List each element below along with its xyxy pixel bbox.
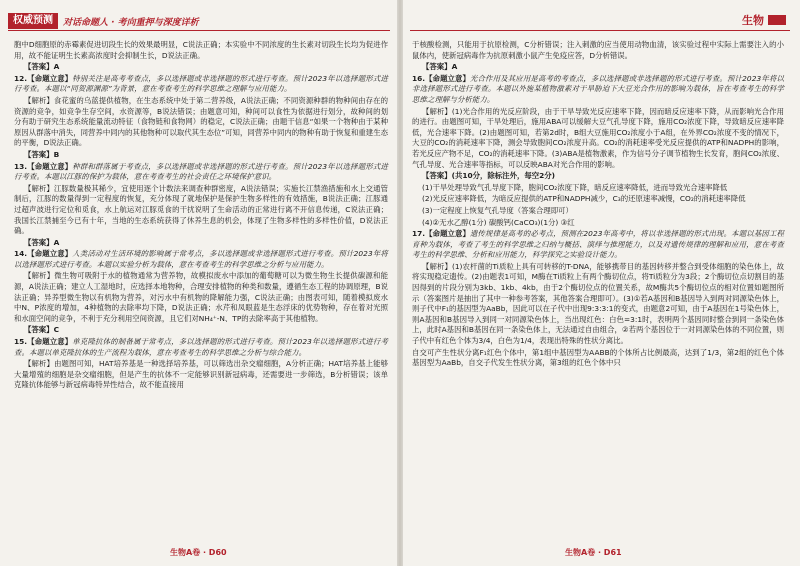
q13-label: 13.【命题立意】 [14, 161, 73, 171]
q13-explain: 【解析】江豚数量极其稀少，宜使用逐个计数法来调查种群密度，A说法错误；实施长江禁渔措施和水上交通管制后，江豚的数量得到一定程度的恢复，充分体现了就地保护是保护生物多样性的有效措施，B说法正确；江豚通过超声波进行定位和觅食，水上航运对江豚觅食的干扰说明了生命活动的正常进行离不开信息传递，C说法正确；我国长江禁捕至今已有十年，当地的生态系统获得了休养生息的机会，体现了生物多样性的多样性价值，D说法正确。 [14, 183, 388, 236]
paragraph: 胞中D细胞原的赤霉素促进切段生长的效果最明显，C说法正确；本实验中不同浓度的生长素对切段生长均为促进作用，故不能证明生长素高浓度时会抑制生长，D说法正确。 [14, 40, 388, 60]
question-13 [14, 162, 388, 183]
question-12 [14, 74, 388, 95]
q17-intent: 遗传规律是高考的必考点，预测在2023年高考中，将以非选择题的形式出现。本题以基因工程育种为载体，考查了考生的科学思维之归纳与概括、演绎与推理能力，以及对遗传规律的理解和应用，意在考查考生的科学思维、分析和应用能力，科学探究之实验设计能力。 [412, 229, 784, 260]
paragraph: 于核酸检测，只能用于抗原检测，C分析错误；注入刺激的应当使用动物血清，该实验过程中实际上需要注入的小鼠体内，使新冠病毒作为抗原刺激小鼠产生免疫应答，D分析错误。 [412, 40, 784, 60]
q15-label: 15.【命题立意】 [14, 337, 73, 347]
answer-11: 【答案】A [24, 62, 60, 72]
brand-subtitle: 对话命题人 · 考向重押与深度详析 [63, 17, 199, 28]
answer-16-1: (1)干旱处理导致气孔导度下降，胞间CO₂浓度下降，暗反应速率降低，进而导致光合速率降低 [422, 182, 728, 192]
answer-13: 【答案】A [24, 237, 60, 247]
q14-explain: 【解析】微生物可吸附于水的植物通常为营养物，故模拟废水中添加的葡萄糖可以为微生物生长提供碳源和能源，A说法正确；建立人工湿地时，应选择本地物种，合理安排植物的种类和数量，遵循生态工程的协调原理，B说法正确；异养型微生物以有机物为营养，对污水中有机物的降解能力强，C说法正确；由图表可知，随着模拟废水中N、P浓度的增加，4种植物的去除率均下降，D说法正确；水芹和凤眼蓝是生态浮床的优势物种，存在着对光照和水面空间的竞争，不利于充分利用空间资源，且它们对NH₄⁺-N、TP的去除率高于其他植物。 [14, 271, 388, 323]
subject-bar-decoration [768, 15, 786, 25]
right-page-footer: 生物A卷 · D61 [565, 548, 622, 557]
q12-explain: 【解析】食花蜜的乌蓝提供植物，在生态系统中处于第二营养级，A说法正确；不同资源种群的物种间由存在的资源的竞争，如竞争生存空间，水资源等，B说法错误；由题意可知，种间可以食性为依据进行划分，故种间的划分有助于研究生态系统能量流动特征（食物链和食物网）的稳定，C说法正确；由题干信息“如果一个物种由于某种原因从群落中消失，同营养中同内的其他物种可以取代其生态位”可知，同营养中同内的物种有助于恢复和重建生态的平衡，D说法正确。 [14, 95, 388, 148]
q17-explain-cont: 自交可产生性状分离F₁红色个体中，第1组中基因型为AABB的个体所占比例最高，达到了1/3，第2组的红色个体基因型为AaBb，自交子代发生性状分离，第3组的红色个体中只 [412, 347, 784, 368]
left-header [8, 12, 199, 30]
answer-16-2: (2)光反应速率降低，为暗反应提供的ATP和NADPH减少，C₃的还原速率减慢，CO₂的消耗速率降低 [422, 194, 746, 204]
q14-label: 14.【命题立意】 [14, 249, 73, 259]
q12-intent: 特别关注是高考考查点，多以选择题或非选择题的形式进行考查。预计2023年以选择题形式进行考查。本题以“同贺源渊源”为背景，意在考查考生的科学思维之理解与应用能力。 [14, 73, 388, 94]
answer-16-heading: 【答案】(共10分，除标注外，每空2分) [422, 171, 556, 181]
question-17 [412, 229, 784, 261]
q17-explain: 【解析】(1)农杆菌的Ti质粒上具有可转移的T-DNA，能够携带目的基因转移并整合到受体细胞的染色体上，故将实现稳定遗传。(2)由题表1可知，M酶在Ti质粒上有两个酶切位点，将Ti质粒分为3段；2个酶切位点切割目的基因得到的片段分别为3kb、1kb、4kb，由于2个酶切位点的位置关系，故M酶共5个酶切位点的相对位置如题图所示（答案图片是抽出了其中一种参考答案，其他答案合理即可）。(3)①若A基因和B基因导入到两对同源染色体上，则子代中F₁的基因型为AaBb，因此可以在子代中出现9:3:3:1的变式，由题意2可知，由于A基因在1号染色体上，则A基因和B基因导入到同一对同源染色体上，当出现红色：白色=3:1时，表明两个基因同时整合到同一条染色体上，此时A基因和B基因在同一条染色体上，无法通过自由组合，②若两个基因位于一对同源染色体的不同位置，则子代中有红色个体为3/4，白色为1/4，表现出特殊的性状分离比。 [412, 261, 784, 346]
q12-label: 12.【命题立意】 [14, 73, 73, 83]
left-page-footer: 生物A卷 · D60 [170, 548, 227, 557]
header-rule [410, 30, 790, 31]
q15-intent: 单克隆抗体的制备属于常考点，多以选择题的形式进行考查。预计2023年以选择题形式进行考查。本题以单克隆抗体的生产流程为载体，意在考查考生的科学思维之分析与综合能力。 [14, 337, 388, 357]
brand-label: 权威预测 [8, 13, 58, 29]
answer-15: 【答案】A [422, 62, 458, 72]
subject-label: 生物 [742, 14, 764, 27]
q15-explain: 【解析】由题图可知，HAT培养基是一种选择培养基，可以筛选出杂交瘤细胞，A分析正确；HAT培养基上能够大量增殖的细胞是杂交瘤细胞，但是产生的抗体不一定能够识别新冠病毒，还需要进一步筛选，B分析错误；该单克隆抗体能够与新冠病毒特异性结合，故不能直接用 [14, 359, 388, 390]
q16-intent: 光合作用及其应用是高考的考查点，多以选择题或非选择题的形式进行考查。预计2023年将以非选择题形式进行考查。本题以外施某植物激素对干旱胁迫下大豆光合作用的影响为载体，旨在考查考生的科学思维之理解与分析能力。 [412, 73, 784, 104]
q16-explain: 【解析】(1)光合作用的光反应阶段，由于干旱导致光反应速率下降，因而暗反应速率下降，从而影响光合作用的进行。由题图可知，干旱处理后，施用ABA可以缓解大豆气孔导度下降，施用CO₂浓度下降，导致暗反应速率降低，光合速率下降。(2)由题图可知，若第2d时，B组大豆施用CO₂浓度小于A组，在外界CO₂浓度不变的情况下，大豆的CO₂的消耗速率下降，测会导致胞间CO₂浓度升高。CO₂的消耗速率受光反应提供的ATP和NADPH的影响，若光反应产物不足，CO₂的消耗速率下降。(3)ABA是植物激素，作为信号分子调节植物生长发育，胞间CO₂浓度、气孔导度、光合速率等指标，可以反映ABA对光合作用的影响。 [412, 106, 784, 169]
right-page [400, 0, 800, 566]
q17-label: 17.【命题立意】 [412, 229, 470, 239]
answer-16-3: (3)一定程度上恢复气孔导度（答案合理即可） [422, 205, 573, 215]
q13-intent: 种群和群落属于考查点，多以选择题或非选择题的形式进行考查。预计2023年以选择题形式进行考查。本题以江豚的保护为载体，意在考查考生的社会责任之环境保护意识。 [14, 161, 388, 182]
q16-label: 16.【命题立意】 [412, 73, 470, 83]
answer-14: 【答案】C [24, 325, 59, 335]
q14-intent: 人类活动对生活环境的影响属于常考点，多以选择题或非选择题形式进行考查。预计2023年将以选择题形式进行考查。本题以实验分析为载体，意在考查考生的科学思维之分析与应用能力。 [14, 249, 388, 269]
answer-16-4: (4)②无水乙醇(1分) 碳酸钙(CaCO₃)(1分) ③红 [422, 217, 575, 227]
question-16 [412, 74, 784, 106]
question-15 [14, 337, 388, 358]
right-header [742, 12, 786, 28]
answer-12: 【答案】B [24, 149, 60, 159]
header-rule [8, 30, 390, 31]
question-14 [14, 249, 388, 270]
